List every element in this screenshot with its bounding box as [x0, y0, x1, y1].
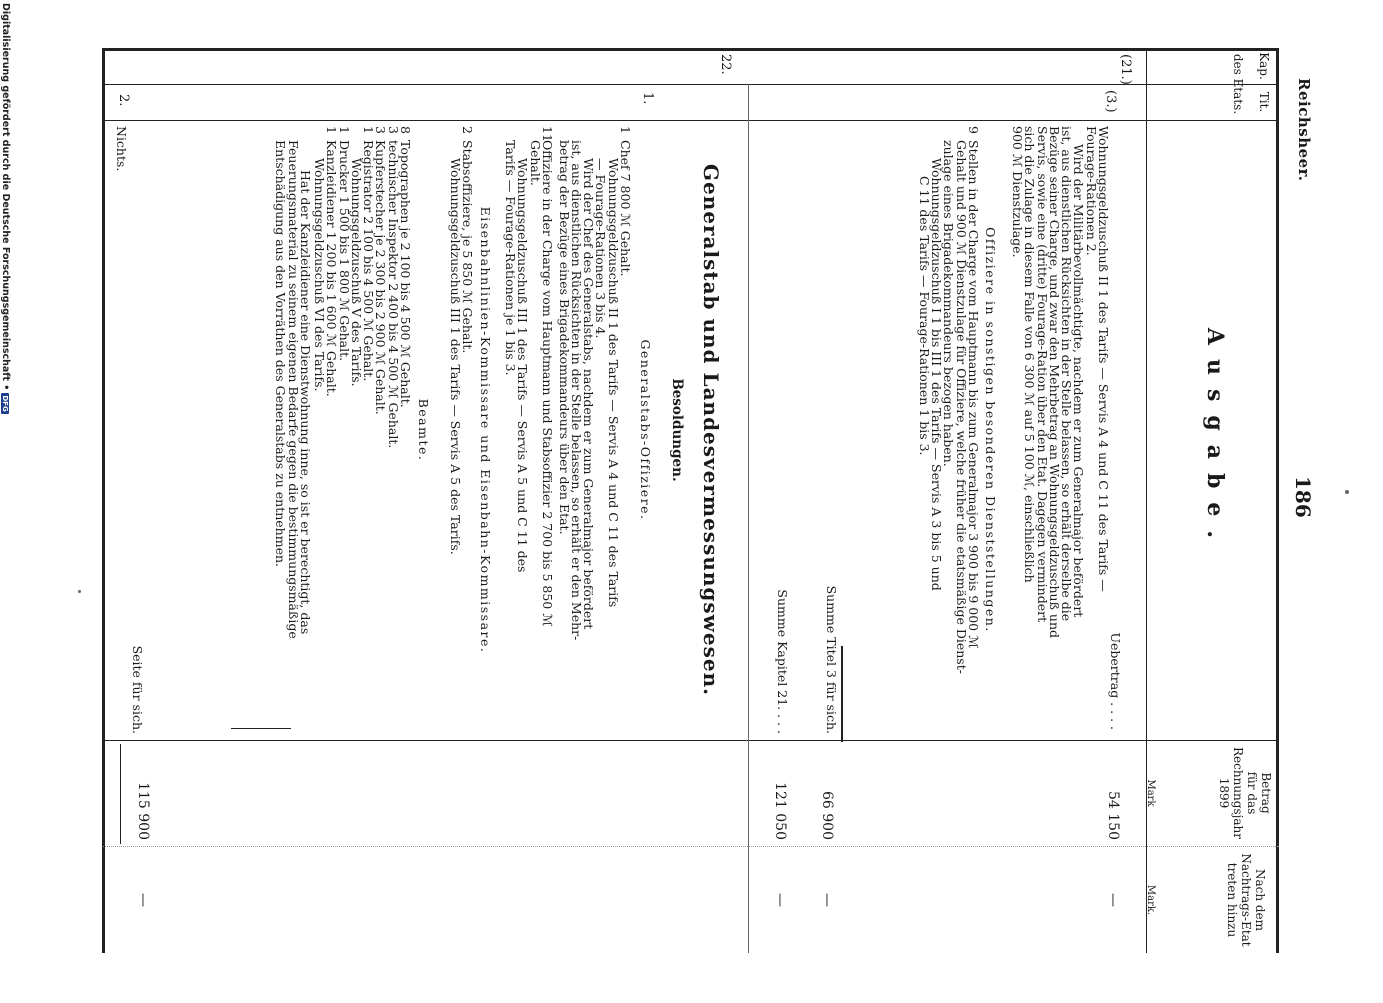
beamte-count: 1 — [336, 126, 352, 134]
beamte-text: Registrator 2 100 bis 4 500 ℳ Gehalt. — [361, 140, 377, 382]
kap-col-line — [103, 84, 1279, 85]
unit-mark-1: Mark — [1145, 779, 1156, 807]
seite-label: Seite für sich. — [130, 645, 145, 734]
header-nachtrag — [1225, 848, 1267, 952]
text-line: zulage eines Brigadekommandeurs bezogen haben. — [941, 140, 957, 467]
beamte-count: 1 — [324, 126, 340, 134]
text-line: Gehalt. — [527, 140, 543, 186]
text-line: Entschädigung aus den Vorräthen des Generalstabs zu entnehmen. — [273, 140, 289, 567]
stellen-count: 9 — [966, 126, 981, 134]
beamte-text: Wohnungsgeldzuschuß V des Tarifs. — [348, 158, 364, 387]
scan-speck — [1345, 490, 1349, 494]
header-betrag — [1217, 742, 1273, 844]
text-line: Wohnungsgeldzuschuß I 1 bis III 1 des Tarifs — Servis A 3 bis 5 und — [929, 158, 945, 591]
header-nachtrag-line: Nachtrags-Etat — [1239, 853, 1253, 947]
top-rule — [1276, 48, 1279, 953]
kap-21: (21.) — [1118, 54, 1133, 85]
dfg-logo: DFG — [1, 395, 9, 412]
nachtrag-dash-3: — — [772, 893, 788, 907]
summe-titel-label: Summe Titel 3 für sich. — [824, 585, 839, 734]
text-line: Wohnungsgeldzuschuß III 1 des Tarifs — Servis A 5 des Tarifs. — [447, 158, 463, 555]
beamte-text: Drucker 1 500 bis 1 800 ℳ Gehalt. — [336, 140, 352, 362]
text-line: Wird der Chef des Generalstabs, nachdem er zum Generalmajor befördert — [581, 158, 597, 630]
beamte-list — [313, 126, 411, 734]
beamte-count: 1 — [361, 126, 377, 134]
text-line: Tarifs — Fourage-Rationen je 1 bis 3. — [503, 140, 519, 376]
header-betrag-line: Rechnungsjahr — [1231, 747, 1245, 839]
text-line: Chef 7 800 ℳ Gehalt. — [618, 140, 633, 277]
header-nachtrag-line: Nach dem — [1253, 868, 1267, 932]
text-line: Wohnungsgeldzuschuß II 1 des Tarifs — Servis A 4 und C 11 des Tarifs — [605, 158, 621, 608]
kapitel-separator — [748, 84, 749, 953]
header-des-etats: des Etats. — [1231, 53, 1245, 115]
beamte-text: technischer Inspektor 2 400 bis 4 500 ℳ Gehalt. — [385, 140, 401, 449]
tit-2: 2. — [116, 94, 131, 107]
text-line: — Fourage-Rationen 3 bis 4. — [593, 158, 609, 339]
text-line: Bezüge seiner Charge, und zwar den Mehrbetrag an Wohnungsgeldzuschuß und — [1046, 126, 1062, 639]
text-line: Feuerungsmaterial zu seinem eigenen Bedarfe gegen die bestimmungsmäßige — [285, 140, 301, 639]
text-line: Wohnungsgeldzuschuß II 1 des Tarifs — Servis A 4 und C 11 des Tarifs — — [1096, 126, 1111, 592]
uebertrag-label: Uebertrag . . . . — [1108, 632, 1123, 730]
nachtrag-dash-4: — — [135, 893, 151, 907]
heading-offiziere-sonstige: Offiziere in sonstigen besonderen Dienststellungen. — [983, 227, 998, 633]
header-betrag-line: für das — [1245, 771, 1259, 815]
block-stabsoffiziere — [448, 140, 473, 734]
beamte-count: 3 — [385, 126, 401, 134]
text-line: ist, aus dienstlichen Rücksichten in der Stelle belassen, so erhält er den Mehr- — [568, 140, 584, 641]
text-line: Wohnungsgeldzuschuß III 1 des Tarifs — Servis A 5 und C 11 des — [515, 158, 531, 573]
beamte-item — [336, 126, 352, 734]
page-number: 186 — [1291, 476, 1315, 518]
digitization-text: Digitalisierung gefördert durch die Deutsche Forschungsgemeinschaft • — [0, 3, 11, 391]
beamte-text: Kupferstecher je 2 300 bis 2 900 ℳ Gehalt. — [373, 140, 389, 415]
block-offiziere — [504, 140, 553, 734]
tit-1: 1. — [640, 92, 655, 105]
text-line: betrag der Bezüge eines Brigadekommandeurs über den Etat. — [556, 140, 572, 535]
scan-speck — [78, 590, 81, 593]
block-chef — [557, 140, 631, 734]
running-head: Reichsheer. — [1295, 78, 1313, 182]
header-nachtrag-line: treten hinzu — [1225, 862, 1239, 938]
header-betrag-line: 1899 — [1217, 777, 1231, 809]
beamte-text: Kanzleidiener 1 200 bis 1 600 ℳ Gehalt. — [324, 140, 340, 397]
text-line: Gehalt und 900 ℳ Dienstzulage für Offiziere, welche früher die etatsmäßige Dienst- — [953, 140, 969, 674]
digitization-note — [0, 3, 11, 1003]
text-line: Stellen in der Charge vom Hauptmann bis zum Generalmajor 3 900 bis 9 000 ℳ — [966, 140, 981, 649]
block-stellen — [918, 140, 979, 734]
text-line: Wird der Militärbevollmächtigte, nachdem er zum Generalmajor befördert — [1071, 144, 1087, 618]
text-line: Fourage-Rationen 2. — [1083, 126, 1099, 256]
off-count: 11 — [540, 126, 555, 142]
beamte-heading: Beamte. — [416, 398, 431, 462]
header-ausgabe: Ausgabe. — [1202, 327, 1228, 553]
text-line: ist, aus dienstlichen Rücksichten in der Stelle belassen, so erhält derselbe die — [1059, 126, 1075, 622]
text-line: 900 ℳ Dienstzulage. — [1009, 126, 1025, 258]
section-title: Generalstab und Landesvermessungswesen. — [699, 163, 723, 697]
eisenbahn-heading: Eisenbahnlinien-Kommissare und Eisenbahn-Kommissare. — [478, 206, 493, 654]
beamte-item — [385, 126, 401, 734]
chef-count: 1 — [618, 126, 633, 134]
beamte-count: 8 — [398, 126, 413, 134]
block-kanzleidiener — [274, 140, 311, 734]
text-line: sich die Zulage in diesem Falle von 6 300 ℳ auf 5 100 ℳ, einschließlich — [1022, 126, 1038, 583]
beamte-item — [313, 126, 325, 734]
besoldungen-heading: Besoldungen. — [669, 378, 685, 482]
uebertrag-amount: 54 150 — [1105, 791, 1121, 840]
text-line: Servis, sowie eine (dritte) Fourage-Ration über den Etat. Dagegen vermindert — [1034, 126, 1050, 623]
text-line: C 11 des Tarifs — Fourage-Rationen 1 bis 3. — [916, 176, 932, 456]
stabs-count: 2 — [460, 126, 475, 134]
text-line: Hat der Kanzleidiener eine Dienstwohnung inne, so ist er berechtigt, das — [298, 170, 313, 635]
beamte-text: Wohnungsgeldzuschuß VI des Tarifs. — [311, 158, 327, 392]
unit-mark-2: Mark. — [1145, 884, 1156, 916]
header-betrag-line: Betrag — [1259, 772, 1273, 814]
text-line: Offiziere in der Charge vom Hauptmann und Stabsoffizier 2 700 bis 5 850 ℳ — [540, 140, 555, 627]
nachtrag-dash-2: — — [819, 893, 835, 907]
seite-rule — [120, 744, 121, 844]
summe-kapitel-label: Summe Kapitel 21. . . . — [775, 589, 790, 734]
nichts: Nichts. — [114, 126, 129, 172]
summe-rule — [841, 646, 843, 742]
beamte-text: Topographen je 2 100 bis 4 500 ℳ Gehalt. — [398, 140, 413, 408]
tit-col-line — [103, 120, 1279, 121]
seite-amount: 115 900 — [135, 782, 151, 840]
tit-3: (3.) — [1103, 90, 1118, 113]
beamte-count — [313, 126, 325, 158]
header-tit: Tit. — [1257, 91, 1271, 113]
header-kap: Kap. — [1257, 52, 1271, 80]
bottom-rule — [102, 48, 105, 953]
left-border — [103, 48, 1279, 51]
nachtrag-dash-1: — — [1105, 893, 1121, 907]
text-col-line — [103, 740, 1279, 741]
summe-kapitel-amount: 121 050 — [772, 782, 788, 840]
kap-22: 22. — [718, 54, 733, 75]
summe-titel-amount: 66 900 — [819, 791, 835, 840]
amount-divider — [103, 846, 1279, 847]
text-line: Stabsoffiziere, je 5 850 ℳ Gehalt. — [460, 140, 475, 354]
generalstabs-offiziere-heading: Generalstabs-Offiziere. — [638, 339, 653, 521]
block-militaerbevollmaechtigter — [1011, 126, 1109, 734]
beamte-count: 3 — [373, 126, 389, 134]
seite-bracket — [231, 728, 291, 729]
